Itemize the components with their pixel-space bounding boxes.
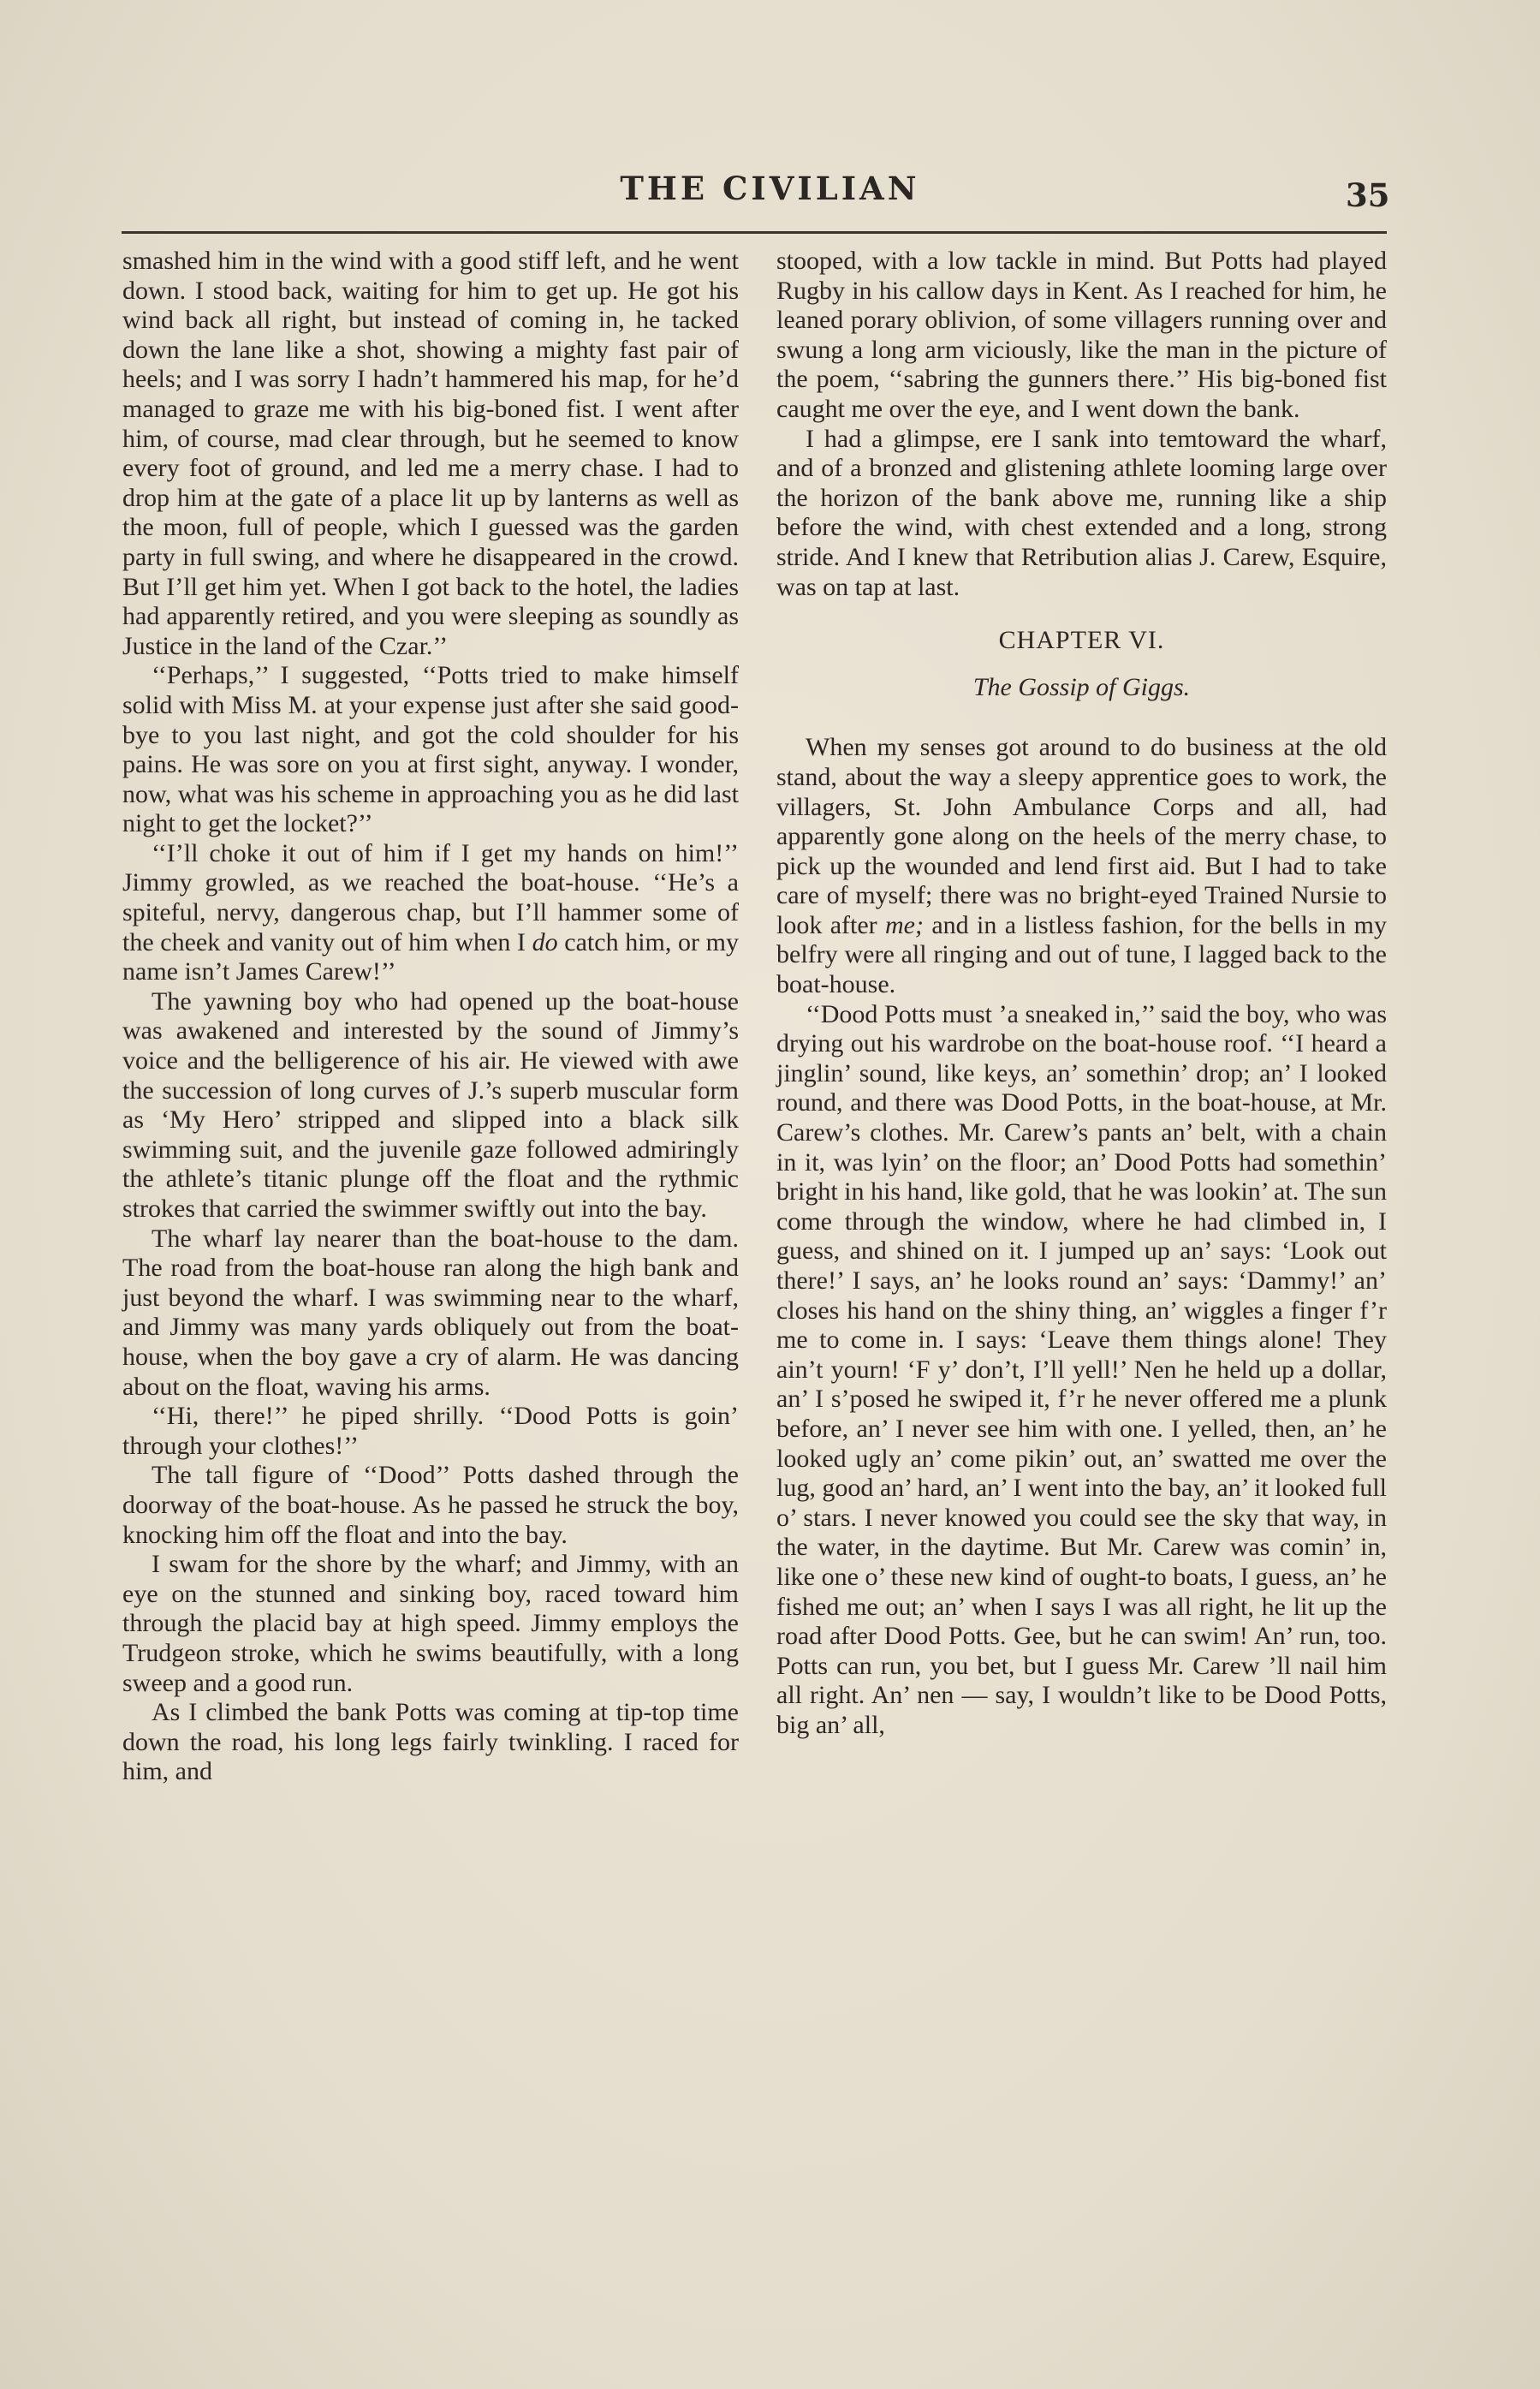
paragraph: I had a glimpse, ere I sank into temtoward the wharf, and of a bronzed and glistening athlete looming large over the horizon of the bank above me, running like a ship before the wind, with chest extended and a long, strong stride. And I knew that Retribution alias J. Carew, Esquire, was on tap at last.: [776, 424, 1387, 601]
paragraph: [776, 733, 1387, 999]
paragraph: I swam for the shore by the wharf; and Jimmy, with an eye on the stunned and sinking boy, raced toward him through the placid bay at high speed. Jimmy employs the Trudgeon stroke, which he swims beautifully, with a long sweep and a good run.: [122, 1550, 739, 1697]
right-column: [776, 247, 1387, 1741]
chapter-title: CHAPTER VI.: [998, 626, 1165, 655]
paragraph-text: catch him, or my name isn’t James Carew!’’: [122, 927, 739, 986]
paragraph: As I climbed the bank Potts was coming at tip-top time down the road, his long legs fairly twinkling. I raced for him, and: [122, 1698, 739, 1786]
emphasis: me;: [885, 910, 924, 939]
paragraph: smashed him in the wind with a good stiff left, and he went down. I stood back, waiting for him to get up. He got his wind back all right, but instead of coming in, he tacked down the lane like a shot, showing a mighty fast pair of heels; and I was sorry I hadn’t hammered his map, for he’d managed to graze me with his big-boned fist. I went after him, of course, mad clear through, but he seemed to know every foot of ground, and led me a merry chase. I had to drop him at the gate of a place lit up by lanterns as well as the moon, full of people, which I guessed was the garden party in full swing, and where he disappeared in the crowd. But I’ll get him yet. When I got back to the hotel, the ladies had apparently retired, and you were sleeping as soundly as Justice in the land of the Czar.’’: [122, 247, 739, 660]
header-rule: [122, 231, 1387, 234]
paragraph: ‘‘Dood Potts must ’a sneaked in,’’ said the boy, who was drying out his wardrobe on the boat-house roof. ‘‘I heard a jinglin’ sound, like keys, an’ somethin’ drop; an’ I looked round, and there was Dood Potts, in the boat-house, at Mr. Carew’s clothes. Mr. Carew’s pants an’ belt, with a chain in it, was lyin’ on the floor; an’ Dood Potts had somethin’ bright in his hand, like gold, that he was lookin’ at. The sun come through the window, where he had climbed in, I guess, and shined on it. I jumped up an’ says: ‘Look out there!’ I says, an’ he looks round an’ says: ‘Dammy!’ an’ closes his hand on the shiny thing, an’ wiggles a finger f’r me to come in. I says: ‘Leave them things alone! They ain’t yourn! ‘F y’ don’t, I’ll yell!’ Nen he held up a dollar, an’ I s’posed he swiped it, f’r he never offered me a plunk before, an’ I never see him with one. I yelled, then, an’ he looked ugly an’ come pikin’ out, an’ swatted me over the lug, good an’ hard, an’ I went into the bay, an’ it looked full o’ stars. I never knowed you could see the sky that way, in the water, in the daytime. But Mr. Carew was comin’ in, like one o’ these new kind of ought-to boats, I guess, an’ he fished me out; an’ when I says I was all right, he lit up the road after Dood Potts. Gee, but he can swim! An’ run, too. Potts can run, you bet, but I guess Mr. Carew ’ll nail him all right. An’ nen — say, I wouldn’t like to be Dood Potts, big an’ all,: [776, 999, 1387, 1739]
paragraph-text: When my senses got around to do business at the old stand, about the way a sleepy apprentice goes to work, the villagers, St. John Ambulance Corps and all, had apparently gone along on the heels of the merry chase, to pick up the wounded and lend first aid. But I had to take care of myself; there was no bright-eyed Trained Nursie to look after: [776, 733, 1387, 939]
paragraph: ‘‘Perhaps,’’ I suggested, ‘‘Potts tried to make himself solid with Miss M. at your expense just after she said good-bye to you last night, and got the cold shoulder for his pains. He was sore on you at first sight, anyway. I wonder, now, what was his scheme in approaching you as he did last night to get the locket?’’: [122, 661, 739, 838]
paragraph-text: and in a listless fashion, for the bells in my belfry were all ringing and out of tune, I lagged back to the boat-house.: [776, 910, 1387, 999]
paragraph-text: ‘‘I’ll choke it out of him if I get my hands on him!’’ Jimmy growled, as we reached the boat-house. ‘‘He’s a spiteful, nervy, dangerous chap, but I’ll hammer some of the cheek and vanity out of him when I: [122, 838, 739, 956]
page-number: 35: [1346, 176, 1390, 214]
emphasis: do: [532, 927, 558, 956]
left-column: [122, 247, 739, 1787]
paragraph: The wharf lay nearer than the boat-house to the dam. The road from the boat-house ran along the high bank and just beyond the wharf. I was swimming near to the wharf, and Jimmy was many yards obliquely out from the boat-house, when the boy gave a cry of alarm. He was dancing about on the float, waving his arms.: [122, 1224, 739, 1401]
running-title: THE CIVILIAN: [620, 170, 920, 207]
chapter-subtitle: The Gossip of Giggs.: [972, 672, 1191, 701]
paragraph: stooped, with a low tackle in mind. But Potts had played Rugby in his callow days in Kent. As I reached for him, he leaned porary oblivion, of some villagers running over and swung a long arm viciously, like the man in the picture of the poem, ‘‘sabring the gunners there.’’ His big-boned fist caught me over the eye, and I went down the bank.: [776, 247, 1387, 423]
paragraph: The yawning boy who had opened up the boat-house was awakened and interested by the sound of Jimmy’s voice and the belligerence of his air. He viewed with awe the succession of long curves of J.’s superb muscular form as ‘My Hero’ stripped and slipped into a black silk swimming suit, and the juvenile gaze followed admiringly the athlete’s titanic plunge off the float and the rythmic strokes that carried the swimmer swiftly out into the bay.: [122, 986, 739, 1223]
paragraph: The tall figure of ‘‘Dood’’ Potts dashed through the doorway of the boat-house. As he passed he struck the boy, knocking him off the float and into the bay.: [122, 1461, 739, 1549]
paragraph: ‘‘Hi, there!’’ he piped shrilly. ‘‘Dood Potts is goin’ through your clothes!’’: [122, 1402, 739, 1460]
paragraph: [122, 839, 739, 987]
